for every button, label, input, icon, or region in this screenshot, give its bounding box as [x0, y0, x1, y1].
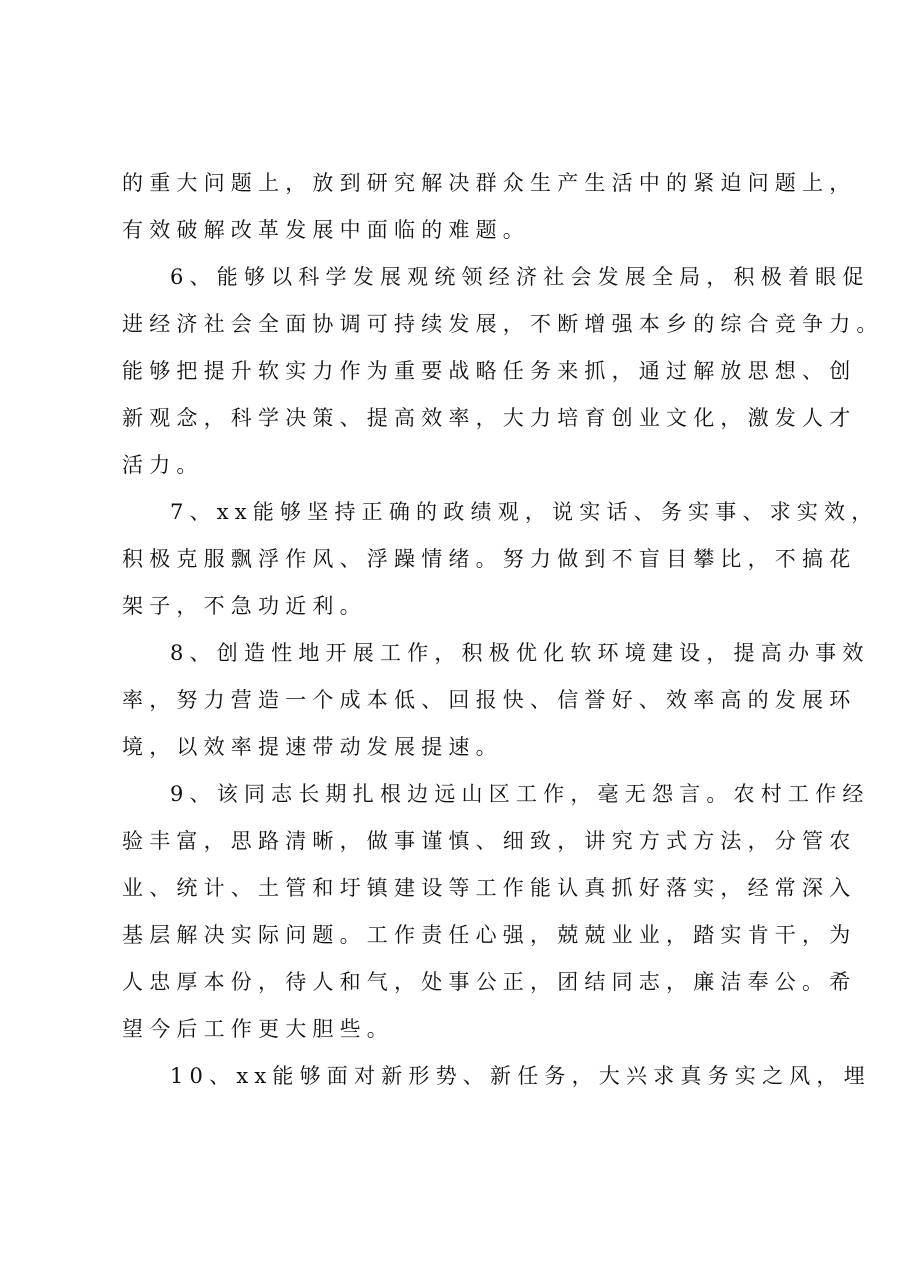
document-body [122, 160, 884, 1100]
text-line: 的重大问题上，放到研究解决群众生产生活中的紧迫问题上， [122, 171, 857, 195]
text-line: 验丰富，思路清晰，做事谨慎、细致，讲究方式方法，分管农 [122, 829, 857, 853]
paragraph-8 [122, 630, 870, 771]
paragraph-10 [122, 1053, 871, 1100]
text-line: 新观念，科学决策、提高效率，大力培育创业文化，激发人才 [122, 406, 857, 430]
text-line: 7、xx能够坚持正确的政绩观，说实话、务实事、求实效， [170, 500, 879, 524]
text-line: 基层解决实际问题。工作责任心强，兢兢业业，踏实肯干，为 [122, 923, 857, 947]
text-line: 率，努力营造一个成本低、回报快、信誉好、效率高的发展环 [122, 688, 857, 712]
text-line: 8、创造性地开展工作，积极优化软环境建设，提高办事效 [170, 641, 870, 665]
paragraph-9 [122, 771, 870, 1053]
text-line: 境，以效率提速带动发展提速。 [122, 735, 503, 759]
text-line: 业、统计、土管和圩镇建设等工作能认真抓好落实，经常深入 [122, 876, 857, 900]
text-line: 6、能够以科学发展观统领经济社会发展全局，积极着眼促 [170, 265, 870, 289]
text-line: 架子，不急功近利。 [122, 594, 367, 618]
text-line: 能够把提升软实力作为重要战略任务来抓，通过解放思想、创 [122, 359, 857, 383]
text-line: 活力。 [122, 453, 204, 477]
paragraph-6 [122, 254, 884, 489]
text-line: 有效破解改革发展中面临的难题。 [122, 218, 530, 242]
paragraph-continued [122, 160, 857, 254]
text-line: 进经济社会全面协调可持续发展，不断增强本乡的综合竞争力。 [122, 312, 884, 336]
text-line: 9、该同志长期扎根边远山区工作，毫无怨言。农村工作经 [170, 782, 870, 806]
paragraph-7 [122, 489, 879, 630]
text-line: 积极克服飘浮作风、浮躁情绪。努力做到不盲目攀比，不搞花 [122, 547, 857, 571]
text-line: 10、xx能够面对新形势、新任务，大兴求真务实之风，埋 [170, 1064, 871, 1088]
text-line: 人忠厚本份，待人和气，处事公正，团结同志，廉洁奉公。希 [122, 970, 857, 994]
text-line: 望今后工作更大胆些。 [122, 1017, 394, 1041]
